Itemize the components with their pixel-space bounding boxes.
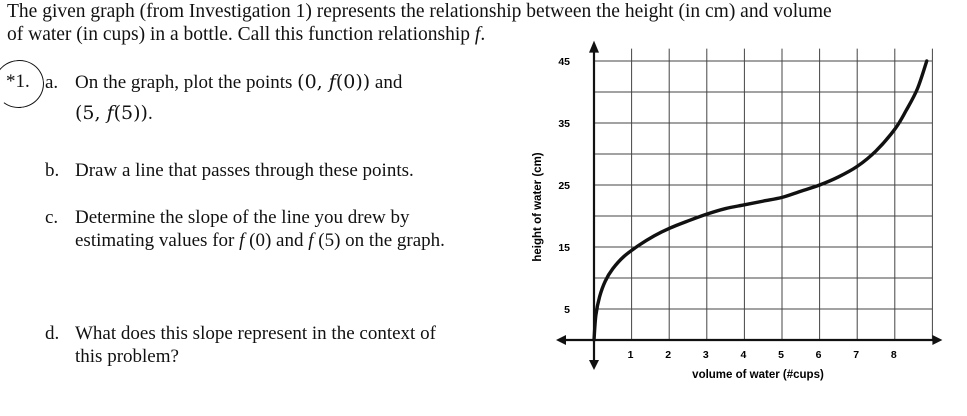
x-tick-label: 3 (702, 349, 709, 361)
y-axis-arrow-up (589, 41, 599, 53)
chart-series (594, 61, 927, 340)
x-axis-arrow-right (932, 335, 942, 345)
part-c-label: c. (45, 207, 59, 228)
x-axis-label: volume of water (#cups) (692, 369, 824, 381)
x-tick-label: 8 (890, 349, 897, 361)
question-number: *1. (6, 71, 30, 92)
part-d-line-2: this problem? (75, 346, 179, 367)
chart-grid (594, 49, 932, 340)
part-c-line-2: estimating values for f (0) and f (5) on the graph. (75, 230, 445, 251)
y-tick-label: 15 (558, 242, 570, 254)
part-a-label: a. (45, 72, 59, 93)
intro-line-2-text: of water (in cups) in a bottle. Call this function relationship (7, 24, 475, 45)
height-volume-curve (594, 61, 927, 340)
x-tick-label: 2 (665, 349, 672, 361)
part-a-and: and (374, 72, 403, 93)
y-tick-label: 45 (558, 56, 570, 68)
part-d-line-1: What does this slope represent in the context of (75, 323, 436, 344)
y-tick-label: 25 (558, 180, 570, 192)
x-tick-label: 4 (740, 349, 747, 361)
x-tick-label: 6 (815, 349, 822, 361)
intro-line-1: The given graph (from Investigation 1) represents the relationship between the height (in cm) and volume (7, 1, 832, 22)
intro-function-name: f (474, 24, 481, 45)
part-b-label: b. (45, 160, 60, 181)
x-tick-label: 5 (778, 349, 784, 361)
part-d-label: d. (45, 323, 60, 344)
y-axis-arrow-down (589, 360, 599, 370)
point-2: (5, f(5)) (75, 102, 148, 124)
intro-period: . (480, 24, 486, 45)
part-a-text: On the graph, plot the points (75, 72, 293, 93)
part-c-line-1: Determine the slope of the line you drew by (75, 207, 410, 228)
y-tick-label: 35 (558, 118, 570, 130)
x-tick-label: 7 (853, 349, 860, 361)
x-axis-arrow-left (556, 335, 566, 345)
part-a-period: . (147, 103, 153, 124)
x-tick-label: 1 (627, 349, 634, 361)
part-b-text: Draw a line that passes through these points. (75, 160, 414, 181)
point-1: (0, f(0)) (297, 71, 371, 93)
y-tick-label: 5 (564, 304, 570, 316)
y-axis-label: height of water (cm) (532, 152, 544, 262)
